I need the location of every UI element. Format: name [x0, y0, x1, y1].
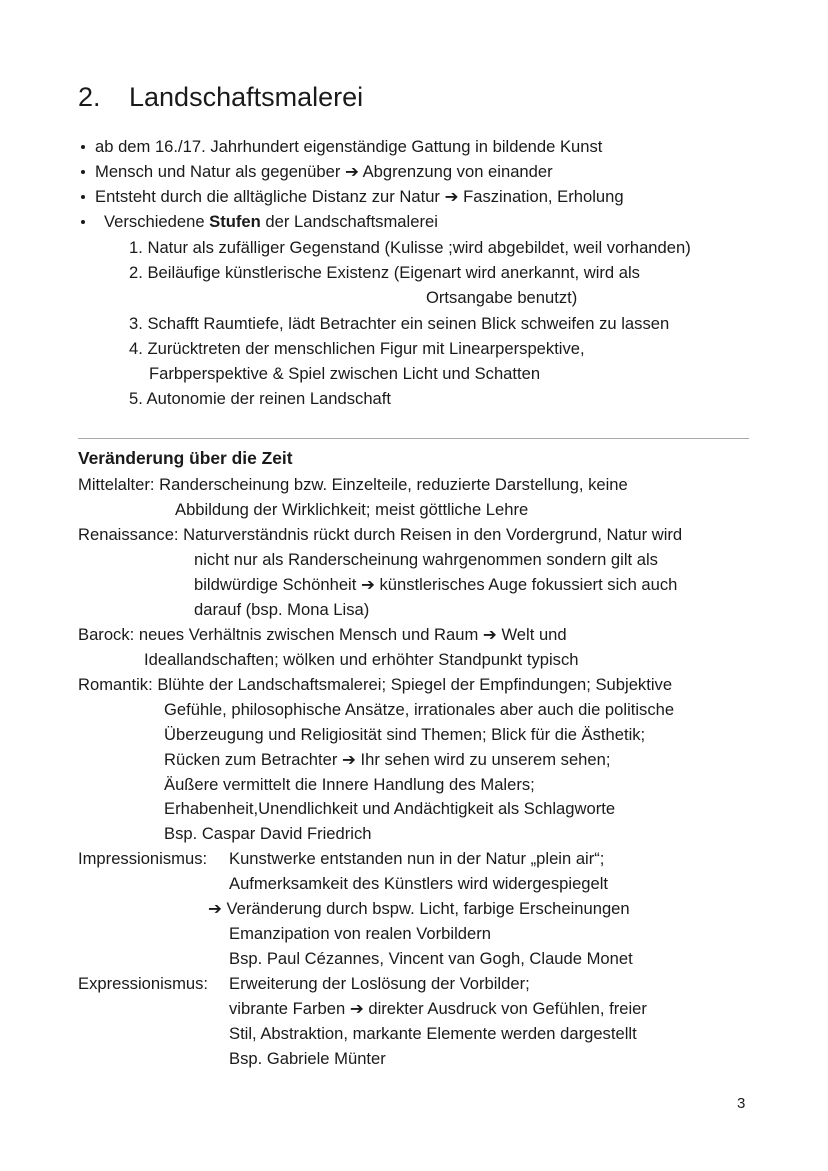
stage-item	[129, 238, 691, 258]
epoch-text-continued: Stil, Abstraktion, markante Elemente werden dargestellt	[229, 1024, 637, 1043]
epoch-text-continued: Bsp. Paul Cézannes, Vincent van Gogh, Claude Monet	[229, 949, 633, 968]
epoch-text-continued: nicht nur als Randerscheinung wahrgenommen sondern gilt als	[194, 550, 658, 569]
epoch-label: Expressionismus:	[78, 974, 209, 993]
stage-item	[129, 314, 669, 334]
epoch-text: Kunstwerke entstanden nun in der Natur „plein air“;	[229, 849, 605, 868]
stage-number: 3.	[129, 314, 143, 333]
epoch-entry	[78, 625, 567, 645]
bullet-icon	[81, 195, 85, 199]
epoch-text-continued: Überzeugung und Religiosität sind Themen; Blick für die Ästhetik;	[164, 725, 646, 744]
stage-text: Beiläufige künstlerische Existenz (Eigenart wird anerkannt, wird als	[147, 263, 640, 282]
bullet-icon	[81, 145, 85, 149]
stage-text: Schafft Raumtiefe, lädt Betrachter ein seinen Blick schweifen zu lassen	[147, 314, 670, 333]
epoch-text: Randerscheinung bzw. Einzelteile, reduzierte Darstellung, keine	[159, 475, 628, 494]
epoch-entry	[78, 525, 682, 545]
bullet-text-part: Verschiedene	[104, 212, 210, 231]
epoch-text: Blühte der Landschaftsmalerei; Spiegel der Empfindungen; Subjektive	[157, 675, 673, 694]
epoch-text: Erweiterung der Loslösung der Vorbilder;	[229, 974, 530, 993]
change-heading: Veränderung über die Zeit	[78, 448, 293, 468]
stage-number: 2.	[129, 263, 143, 282]
stage-number: 1.	[129, 238, 143, 257]
epoch-entry	[78, 475, 628, 495]
epoch-text-continued: ➔ Veränderung durch bspw. Licht, farbige Erscheinungen	[208, 899, 630, 918]
stage-item	[129, 339, 585, 359]
stage-text: Natur als zufälliger Gegenstand (Kulisse ;wird abgebildet, weil vorhanden)	[147, 238, 691, 257]
epoch-text-continued: Abbildung der Wirklichkeit; meist göttliche Lehre	[175, 500, 529, 519]
page-number: 3	[737, 1095, 746, 1112]
epoch-text-continued: Emanzipation von realen Vorbildern	[229, 924, 491, 943]
epoch-text-continued: Äußere vermittelt die Innere Handlung des Malers;	[164, 775, 535, 794]
epoch-text-continued: Bsp. Gabriele Münter	[229, 1049, 386, 1068]
epoch-text-continued: darauf (bsp. Mona Lisa)	[194, 600, 370, 619]
epoch-label: Impressionismus:	[78, 849, 208, 868]
stage-text: Zurücktreten der menschlichen Figur mit Linearperspektive,	[147, 339, 585, 358]
epoch-text: neues Verhältnis zwischen Mensch und Raum ➔ Welt und	[138, 625, 567, 644]
epoch-text-continued: Rücken zum Betrachter ➔ Ihr sehen wird zu unserem sehen;	[164, 750, 611, 769]
epoch-text-continued: bildwürdige Schönheit ➔ künstlerisches Auge fokussiert sich auch	[194, 575, 678, 594]
epoch-label: Mittelalter:	[78, 475, 155, 494]
epoch-label: Romantik:	[78, 675, 153, 694]
section-divider	[78, 438, 749, 439]
section-title	[78, 80, 363, 114]
epoch-text-continued: Bsp. Caspar David Friedrich	[164, 824, 372, 843]
epoch-entry	[78, 675, 672, 695]
bullet-icon	[81, 220, 85, 224]
bullet-text: Mensch und Natur als gegenüber ➔ Abgrenzung von einander	[95, 162, 553, 181]
epoch-text-continued: vibrante Farben ➔ direkter Ausdruck von Gefühlen, freier	[229, 999, 647, 1018]
stage-number: 4.	[129, 339, 143, 358]
bullet-icon	[81, 170, 85, 174]
stage-text-continued: Farbperspektive & Spiel zwischen Licht und Schatten	[149, 364, 541, 383]
stage-text-continued: Ortsangabe benutzt)	[426, 288, 578, 307]
stage-item	[129, 389, 391, 409]
epoch-text-continued: Aufmerksamkeit des Künstlers wird widergespiegelt	[229, 874, 609, 893]
epoch-text: Naturverständnis rückt durch Reisen in den Vordergrund, Natur wird	[183, 525, 683, 544]
section-title-text: Landschaftsmalerei	[129, 82, 364, 112]
stage-text: Autonomie der reinen Landschaft	[146, 389, 392, 408]
stage-item	[129, 263, 640, 283]
bullet-text-bold: Stufen	[209, 212, 261, 231]
bullet-text	[104, 212, 438, 232]
section-number: 2.	[78, 82, 101, 112]
epoch-text-continued: Gefühle, philosophische Ansätze, irrationales aber auch die politische	[164, 700, 675, 719]
epoch-label: Renaissance:	[78, 525, 179, 544]
bullet-text-part: der Landschaftsmalerei	[260, 212, 438, 231]
epoch-text-continued: Ideallandschaften; wölken und erhöhter Standpunkt typisch	[144, 650, 579, 669]
epoch-text-continued: Erhabenheit,Unendlichkeit und Andächtigkeit als Schlagworte	[164, 799, 616, 818]
bullet-text: Entsteht durch die alltägliche Distanz zur Natur ➔ Faszination, Erholung	[95, 187, 624, 206]
stage-number: 5.	[129, 389, 143, 408]
bullet-text: ab dem 16./17. Jahrhundert eigenständige Gattung in bildende Kunst	[95, 137, 603, 156]
epoch-label: Barock:	[78, 625, 135, 644]
